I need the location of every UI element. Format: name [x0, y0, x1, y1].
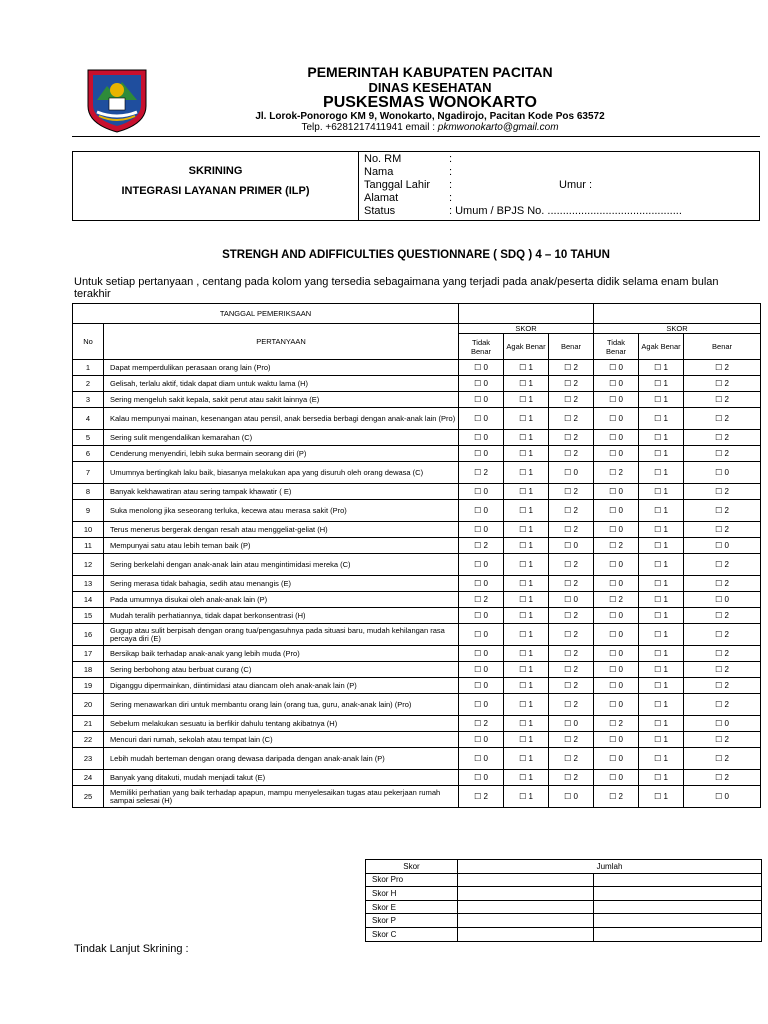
sdq-table: [72, 303, 761, 808]
question-row: [73, 732, 761, 748]
question-text: Mempunyai satu atau lebih teman baik (P): [104, 538, 459, 554]
checkbox-benar-1[interactable]: ☐ 2: [549, 376, 594, 392]
identity-box: [72, 151, 760, 221]
question-number: 8: [73, 484, 104, 500]
question-row: [73, 360, 761, 376]
question-number: 10: [73, 522, 104, 538]
checkbox-agak-benar-1[interactable]: ☐ 1: [504, 786, 549, 808]
checkbox-benar-2[interactable]: ☐ 2: [684, 748, 761, 770]
checkbox-benar-1[interactable]: ☐ 2: [549, 576, 594, 592]
question-row: [73, 592, 761, 608]
checkbox-tidak-benar-1[interactable]: ☐ 2: [459, 716, 504, 732]
field-value-no-rm[interactable]: :: [449, 153, 453, 165]
checkbox-agak-benar-2[interactable]: ☐ 1: [639, 646, 684, 662]
checkbox-benar-2[interactable]: ☐ 2: [684, 694, 761, 716]
checkbox-benar-2[interactable]: ☐ 0: [684, 538, 761, 554]
question-text: Mudah teralih perhatiannya, tidak dapat berkonsentrasi (H): [104, 608, 459, 624]
checkbox-benar-1[interactable]: ☐ 2: [549, 554, 594, 576]
checkbox-benar-1[interactable]: ☐ 2: [549, 408, 594, 430]
checkbox-agak-benar-2[interactable]: ☐ 1: [639, 748, 684, 770]
score-row-label: Skor Pro: [366, 873, 458, 887]
checkbox-agak-benar-2[interactable]: ☐ 1: [639, 608, 684, 624]
checkbox-agak-benar-1[interactable]: ☐ 1: [504, 662, 549, 678]
screening-subtitle: INTEGRASI LAYANAN PRIMER (ILP): [121, 185, 310, 197]
question-text: Lebih mudah berteman dengan orang dewasa daripada dengan anak-anak lain (P): [104, 748, 459, 770]
checkbox-benar-1[interactable]: ☐ 2: [549, 522, 594, 538]
question-row: [73, 576, 761, 592]
checkbox-benar-2[interactable]: ☐ 2: [684, 646, 761, 662]
score-table: [365, 859, 762, 942]
question-row: [73, 462, 761, 484]
col-benar-1: Benar: [549, 334, 594, 360]
question-text: Memiliki perhatian yang baik terhadap apapun, mampu menyelesaikan tugas atau pekerjaan rumah sampai selesai (H): [104, 786, 459, 808]
checkbox-agak-benar-1[interactable]: ☐ 1: [504, 678, 549, 694]
checkbox-tidak-benar-2[interactable]: ☐ 0: [594, 360, 639, 376]
field-value-alamat[interactable]: :: [449, 192, 453, 204]
checkbox-agak-benar-1[interactable]: ☐ 1: [504, 576, 549, 592]
checkbox-tidak-benar-2[interactable]: ☐ 0: [594, 748, 639, 770]
checkbox-tidak-benar-1[interactable]: ☐ 0: [459, 770, 504, 786]
skor-header-2: SKOR: [594, 324, 761, 334]
checkbox-agak-benar-2[interactable]: ☐ 1: [639, 732, 684, 748]
question-row: [73, 538, 761, 554]
checkbox-tidak-benar-1[interactable]: ☐ 2: [459, 786, 504, 808]
question-row: [73, 608, 761, 624]
checkbox-agak-benar-2[interactable]: ☐ 1: [639, 786, 684, 808]
checkbox-agak-benar-2[interactable]: ☐ 1: [639, 592, 684, 608]
checkbox-tidak-benar-2[interactable]: ☐ 0: [594, 522, 639, 538]
score-col-skor: Skor: [366, 860, 458, 874]
checkbox-benar-2[interactable]: ☐ 2: [684, 624, 761, 646]
question-text: Sering menawarkan diri untuk membantu orang lain (orang tua, guru, anak-anak lain) (Pro): [104, 694, 459, 716]
checkbox-agak-benar-2[interactable]: ☐ 1: [639, 538, 684, 554]
header-phone: Telp. +6281217411941 email :: [301, 122, 438, 133]
question-number: 12: [73, 554, 104, 576]
question-number: 17: [73, 646, 104, 662]
question-row: [73, 484, 761, 500]
score-row-label: Skor C: [366, 927, 458, 941]
tanggal-pemeriksaan-header: TANGGAL PEMERIKSAAN: [73, 304, 459, 324]
question-number: 16: [73, 624, 104, 646]
question-text: Umumnya bertingkah laku baik, biasanya melakukan apa yang disuruh oleh orang dewasa (C): [104, 462, 459, 484]
header-department: DINAS KESEHATAN: [368, 80, 492, 95]
question-text: Banyak yang ditakuti, mudah menjadi takut (E): [104, 770, 459, 786]
score-row: [366, 927, 762, 941]
checkbox-benar-1[interactable]: ☐ 2: [549, 694, 594, 716]
question-text: Gelisah, terlalu aktif, tidak dapat diam untuk waktu lama (H): [104, 376, 459, 392]
checkbox-agak-benar-1[interactable]: ☐ 1: [504, 538, 549, 554]
question-text: Sering berbohong atau berbuat curang (C): [104, 662, 459, 678]
question-number: 25: [73, 786, 104, 808]
checkbox-benar-2[interactable]: ☐ 0: [684, 462, 761, 484]
checkbox-tidak-benar-1[interactable]: ☐ 0: [459, 522, 504, 538]
score-row: [366, 914, 762, 928]
checkbox-tidak-benar-1[interactable]: ☐ 0: [459, 376, 504, 392]
header-organization: PUSKESMAS WONOKARTO: [323, 94, 537, 111]
checkbox-tidak-benar-2[interactable]: ☐ 0: [594, 624, 639, 646]
checkbox-agak-benar-2[interactable]: ☐ 1: [639, 770, 684, 786]
question-row: [73, 408, 761, 430]
question-row: [73, 662, 761, 678]
score-row-label: Skor E: [366, 900, 458, 914]
checkbox-tidak-benar-2[interactable]: ☐ 0: [594, 608, 639, 624]
field-label-no-rm: No. RM: [364, 153, 402, 165]
checkbox-tidak-benar-1[interactable]: ☐ 0: [459, 554, 504, 576]
question-number: 23: [73, 748, 104, 770]
screening-title-cell: [73, 152, 359, 220]
checkbox-agak-benar-2[interactable]: ☐ 1: [639, 678, 684, 694]
checkbox-tidak-benar-1[interactable]: ☐ 0: [459, 624, 504, 646]
question-number: 6: [73, 446, 104, 462]
col-agak-benar-2: Agak Benar: [639, 334, 684, 360]
question-row: [73, 500, 761, 522]
question-text: Kalau mempunyai mainan, kesenangan atau pensil, anak bersedia berbagi dengan anak-anak lain (Pro): [104, 408, 459, 430]
checkbox-agak-benar-2[interactable]: ☐ 1: [639, 376, 684, 392]
checkbox-benar-1[interactable]: ☐ 2: [549, 608, 594, 624]
checkbox-agak-benar-1[interactable]: ☐ 1: [504, 360, 549, 376]
score-row-label: Skor H: [366, 887, 458, 901]
question-number: 21: [73, 716, 104, 732]
checkbox-agak-benar-2[interactable]: ☐ 1: [639, 360, 684, 376]
checkbox-agak-benar-2[interactable]: ☐ 1: [639, 500, 684, 522]
question-row: [73, 376, 761, 392]
field-value-nama[interactable]: :: [449, 166, 453, 178]
checkbox-agak-benar-1[interactable]: ☐ 1: [504, 446, 549, 462]
question-text: Sebelum melakukan sesuatu ia berfikir dahulu tentang akibatnya (H): [104, 716, 459, 732]
checkbox-tidak-benar-2[interactable]: ☐ 2: [594, 462, 639, 484]
checkbox-tidak-benar-2[interactable]: ☐ 0: [594, 662, 639, 678]
checkbox-tidak-benar-1[interactable]: ☐ 0: [459, 484, 504, 500]
checkbox-benar-1[interactable]: ☐ 2: [549, 500, 594, 522]
checkbox-agak-benar-1[interactable]: ☐ 1: [504, 624, 549, 646]
tindak-lanjut-label: Tindak Lanjut Skrining :: [74, 943, 189, 955]
checkbox-benar-1[interactable]: ☐ 2: [549, 662, 594, 678]
checkbox-tidak-benar-1[interactable]: ☐ 0: [459, 646, 504, 662]
checkbox-agak-benar-2[interactable]: ☐ 1: [639, 446, 684, 462]
question-row: [73, 392, 761, 408]
checkbox-tidak-benar-1[interactable]: ☐ 0: [459, 392, 504, 408]
skor-header-1: SKOR: [459, 324, 594, 334]
question-number: 5: [73, 430, 104, 446]
field-label-status: Status: [364, 205, 396, 217]
checkbox-tidak-benar-2[interactable]: ☐ 0: [594, 732, 639, 748]
checkbox-tidak-benar-2[interactable]: ☐ 0: [594, 694, 639, 716]
question-number: 7: [73, 462, 104, 484]
col-tidak-benar-2: Tidak Benar: [594, 334, 639, 360]
checkbox-benar-2[interactable]: ☐ 0: [684, 592, 761, 608]
checkbox-benar-2[interactable]: ☐ 2: [684, 554, 761, 576]
checkbox-benar-1[interactable]: ☐ 2: [549, 732, 594, 748]
checkbox-benar-1[interactable]: ☐ 2: [549, 624, 594, 646]
header-contact: [200, 122, 660, 133]
checkbox-agak-benar-2[interactable]: ☐ 1: [639, 484, 684, 500]
screening-title: SKRINING: [188, 165, 243, 177]
field-label-alamat: Alamat: [364, 192, 399, 204]
checkbox-tidak-benar-2[interactable]: ☐ 0: [594, 484, 639, 500]
checkbox-agak-benar-1[interactable]: ☐ 1: [504, 646, 549, 662]
question-number: 4: [73, 408, 104, 430]
checkbox-agak-benar-1[interactable]: ☐ 1: [504, 554, 549, 576]
checkbox-benar-2[interactable]: ☐ 0: [684, 786, 761, 808]
question-text: Sering berkelahi dengan anak-anak lain atau mengintimidasi mereka (C): [104, 554, 459, 576]
checkbox-agak-benar-2[interactable]: ☐ 1: [639, 716, 684, 732]
checkbox-tidak-benar-1[interactable]: ☐ 0: [459, 608, 504, 624]
question-text: Mencuri dari rumah, sekolah atau tempat lain (C): [104, 732, 459, 748]
question-number: 9: [73, 500, 104, 522]
checkbox-agak-benar-1[interactable]: ☐ 1: [504, 430, 549, 446]
checkbox-tidak-benar-2[interactable]: ☐ 0: [594, 392, 639, 408]
checkbox-tidak-benar-2[interactable]: ☐ 2: [594, 592, 639, 608]
checkbox-tidak-benar-2[interactable]: ☐ 0: [594, 408, 639, 430]
checkbox-agak-benar-2[interactable]: ☐ 1: [639, 624, 684, 646]
checkbox-tidak-benar-1[interactable]: ☐ 2: [459, 538, 504, 554]
question-row: [73, 770, 761, 786]
checkbox-tidak-benar-1[interactable]: ☐ 0: [459, 500, 504, 522]
question-number: 15: [73, 608, 104, 624]
score-row: [366, 900, 762, 914]
checkbox-agak-benar-1[interactable]: ☐ 1: [504, 592, 549, 608]
question-text: Sering mengeluh sakit kepala, sakit perut atau sakit lainnya (E): [104, 392, 459, 408]
checkbox-tidak-benar-1[interactable]: ☐ 0: [459, 360, 504, 376]
question-number: 2: [73, 376, 104, 392]
checkbox-benar-2[interactable]: ☐ 2: [684, 430, 761, 446]
checkbox-benar-1[interactable]: ☐ 0: [549, 538, 594, 554]
checkbox-tidak-benar-2[interactable]: ☐ 0: [594, 554, 639, 576]
checkbox-agak-benar-2[interactable]: ☐ 1: [639, 408, 684, 430]
checkbox-benar-2[interactable]: ☐ 2: [684, 678, 761, 694]
checkbox-tidak-benar-2[interactable]: ☐ 0: [594, 500, 639, 522]
score-col-jumlah: Jumlah: [458, 860, 762, 874]
checkbox-benar-2[interactable]: ☐ 2: [684, 576, 761, 592]
checkbox-tidak-benar-1[interactable]: ☐ 0: [459, 430, 504, 446]
question-text: Sering sulit mengendalikan kemarahan (C): [104, 430, 459, 446]
question-row: [73, 646, 761, 662]
checkbox-benar-1[interactable]: ☐ 0: [549, 716, 594, 732]
checkbox-benar-1[interactable]: ☐ 2: [549, 392, 594, 408]
checkbox-benar-2[interactable]: ☐ 2: [684, 770, 761, 786]
checkbox-agak-benar-2[interactable]: ☐ 1: [639, 694, 684, 716]
question-number: 19: [73, 678, 104, 694]
header-government: PEMERINTAH KABUPATEN PACITAN: [307, 64, 553, 80]
checkbox-benar-2[interactable]: ☐ 2: [684, 446, 761, 462]
checkbox-agak-benar-2[interactable]: ☐ 1: [639, 662, 684, 678]
checkbox-benar-2[interactable]: ☐ 2: [684, 484, 761, 500]
question-row: [73, 748, 761, 770]
score-value-1[interactable]: [458, 914, 594, 928]
checkbox-benar-1[interactable]: ☐ 2: [549, 484, 594, 500]
question-row: [73, 554, 761, 576]
score-value-1[interactable]: [458, 927, 594, 941]
question-number: 14: [73, 592, 104, 608]
checkbox-agak-benar-1[interactable]: ☐ 1: [504, 694, 549, 716]
checkbox-benar-1[interactable]: ☐ 2: [549, 446, 594, 462]
question-text: Suka menolong jika seseorang terluka, kecewa atau merasa sakit (Pro): [104, 500, 459, 522]
checkbox-tidak-benar-2[interactable]: ☐ 0: [594, 646, 639, 662]
checkbox-agak-benar-2[interactable]: ☐ 1: [639, 576, 684, 592]
checkbox-tidak-benar-2[interactable]: ☐ 0: [594, 770, 639, 786]
checkbox-agak-benar-1[interactable]: ☐ 1: [504, 732, 549, 748]
checkbox-benar-2[interactable]: ☐ 2: [684, 662, 761, 678]
field-label-tanggal-lahir: Tanggal Lahir: [364, 179, 431, 191]
checkbox-tidak-benar-1[interactable]: ☐ 0: [459, 662, 504, 678]
checkbox-agak-benar-1[interactable]: ☐ 1: [504, 500, 549, 522]
checkbox-agak-benar-2[interactable]: ☐ 1: [639, 554, 684, 576]
question-text: Pada umumnya disukai oleh anak-anak lain (P): [104, 592, 459, 608]
kabupaten-pacitan-emblem: [82, 66, 152, 134]
question-number: 18: [73, 662, 104, 678]
score-value-1[interactable]: [458, 900, 594, 914]
question-number: 24: [73, 770, 104, 786]
question-row: [73, 678, 761, 694]
field-label-nama: Nama: [364, 166, 394, 178]
question-text: Cenderung menyendiri, lebih suka bermain seorang diri (P): [104, 446, 459, 462]
checkbox-benar-2[interactable]: ☐ 0: [684, 716, 761, 732]
checkbox-tidak-benar-1[interactable]: ☐ 0: [459, 408, 504, 430]
header-address: Jl. Lorok-Ponorogo KM 9, Wonokarto, Ngadirojo, Pacitan Kode Pos 63572: [255, 111, 605, 122]
question-row: [73, 430, 761, 446]
checkbox-tidak-benar-2[interactable]: ☐ 0: [594, 446, 639, 462]
checkbox-tidak-benar-1[interactable]: ☐ 0: [459, 576, 504, 592]
checkbox-agak-benar-1[interactable]: ☐ 1: [504, 462, 549, 484]
checkbox-tidak-benar-1[interactable]: ☐ 0: [459, 694, 504, 716]
checkbox-benar-1[interactable]: ☐ 0: [549, 786, 594, 808]
question-row: [73, 716, 761, 732]
col-agak-benar-1: Agak Benar: [504, 334, 549, 360]
checkbox-agak-benar-1[interactable]: ☐ 1: [504, 484, 549, 500]
checkbox-agak-benar-2[interactable]: ☐ 1: [639, 522, 684, 538]
question-number: 1: [73, 360, 104, 376]
question-text: Dapat memperdulikan perasaan orang lain (Pro): [104, 360, 459, 376]
tanggal-pemeriksaan-1[interactable]: [459, 304, 594, 324]
checkbox-benar-2[interactable]: ☐ 2: [684, 408, 761, 430]
question-text: Diganggu dipermainkan, diintimidasi atau diancam oleh anak-anak lain (P): [104, 678, 459, 694]
pertanyaan-header: PERTANYAAN: [104, 324, 459, 360]
checkbox-agak-benar-1[interactable]: ☐ 1: [504, 408, 549, 430]
question-row: [73, 522, 761, 538]
score-row: [366, 887, 762, 901]
checkbox-agak-benar-2[interactable]: ☐ 1: [639, 430, 684, 446]
checkbox-tidak-benar-2[interactable]: ☐ 0: [594, 376, 639, 392]
question-row: [73, 446, 761, 462]
score-value-1[interactable]: [458, 887, 594, 901]
score-value-2[interactable]: [594, 900, 762, 914]
score-value-1[interactable]: [458, 873, 594, 887]
question-text: Banyak kekhawatiran atau sering tampak khawatir ( E): [104, 484, 459, 500]
question-row: [73, 694, 761, 716]
checkbox-agak-benar-1[interactable]: ☐ 1: [504, 608, 549, 624]
checkbox-agak-benar-1[interactable]: ☐ 1: [504, 770, 549, 786]
checkbox-benar-1[interactable]: ☐ 2: [549, 430, 594, 446]
checkbox-benar-1[interactable]: ☐ 2: [549, 360, 594, 376]
checkbox-benar-2[interactable]: ☐ 2: [684, 376, 761, 392]
checkbox-agak-benar-1[interactable]: ☐ 1: [504, 392, 549, 408]
question-text: Gugup atau sulit berpisah dengan orang tua/pengasuhnya pada situasi baru, mudah kehilangan rasa percaya diri (E): [104, 624, 459, 646]
checkbox-agak-benar-1[interactable]: ☐ 1: [504, 522, 549, 538]
checkbox-tidak-benar-2[interactable]: ☐ 2: [594, 716, 639, 732]
question-row: [73, 786, 761, 808]
score-value-2[interactable]: [594, 873, 762, 887]
score-row-label: Skor P: [366, 914, 458, 928]
checkbox-tidak-benar-2[interactable]: ☐ 2: [594, 538, 639, 554]
checkbox-benar-2[interactable]: ☐ 2: [684, 360, 761, 376]
checkbox-benar-1[interactable]: ☐ 0: [549, 462, 594, 484]
checkbox-tidak-benar-2[interactable]: ☐ 2: [594, 786, 639, 808]
question-number: 13: [73, 576, 104, 592]
checkbox-benar-2[interactable]: ☐ 2: [684, 732, 761, 748]
score-row: [366, 873, 762, 887]
checkbox-tidak-benar-1[interactable]: ☐ 0: [459, 748, 504, 770]
score-value-2[interactable]: [594, 887, 762, 901]
question-text: Terus menerus bergerak dengan resah atau menggeliat-geliat (H): [104, 522, 459, 538]
question-number: 20: [73, 694, 104, 716]
col-benar-2: Benar: [684, 334, 761, 360]
question-text: Bersikap baik terhadap anak-anak yang lebih muda (Pro): [104, 646, 459, 662]
checkbox-benar-2[interactable]: ☐ 2: [684, 392, 761, 408]
question-text: Sering merasa tidak bahagia, sedih atau menangis (E): [104, 576, 459, 592]
question-row: [73, 624, 761, 646]
score-value-2[interactable]: [594, 927, 762, 941]
question-number: 11: [73, 538, 104, 554]
checkbox-benar-2[interactable]: ☐ 2: [684, 522, 761, 538]
question-number: 3: [73, 392, 104, 408]
checkbox-tidak-benar-1[interactable]: ☐ 2: [459, 592, 504, 608]
checkbox-agak-benar-1[interactable]: ☐ 1: [504, 748, 549, 770]
score-value-2[interactable]: [594, 914, 762, 928]
checkbox-tidak-benar-2[interactable]: ☐ 0: [594, 430, 639, 446]
checkbox-benar-1[interactable]: ☐ 2: [549, 646, 594, 662]
checkbox-agak-benar-2[interactable]: ☐ 1: [639, 462, 684, 484]
field-value-status[interactable]: : Umum / BPJS No. ............................................: [449, 205, 682, 217]
checkbox-agak-benar-1[interactable]: ☐ 1: [504, 716, 549, 732]
no-header: No: [73, 324, 104, 360]
col-tidak-benar-1: Tidak Benar: [459, 334, 504, 360]
checkbox-benar-1[interactable]: ☐ 2: [549, 748, 594, 770]
checkbox-tidak-benar-2[interactable]: ☐ 0: [594, 678, 639, 694]
checkbox-tidak-benar-1[interactable]: ☐ 0: [459, 446, 504, 462]
checkbox-tidak-benar-1[interactable]: ☐ 0: [459, 732, 504, 748]
checkbox-tidak-benar-1[interactable]: ☐ 0: [459, 678, 504, 694]
header-divider: [72, 136, 760, 137]
checkbox-tidak-benar-2[interactable]: ☐ 0: [594, 576, 639, 592]
questionnaire-intro: Untuk setiap pertanyaan , centang pada kolom yang tersedia sebagaimana yang terjadi pada anak/peserta didik selama enam bulan terakhir: [74, 276, 719, 300]
header-email: pkmwonokarto@gmail.com: [437, 122, 559, 133]
checkbox-tidak-benar-1[interactable]: ☐ 2: [459, 462, 504, 484]
field-value-tanggal-lahir[interactable]: : Umur :: [449, 179, 593, 191]
checkbox-benar-1[interactable]: ☐ 2: [549, 770, 594, 786]
tanggal-pemeriksaan-2[interactable]: [594, 304, 761, 324]
question-number: 22: [73, 732, 104, 748]
checkbox-benar-1[interactable]: ☐ 2: [549, 678, 594, 694]
checkbox-benar-2[interactable]: ☐ 2: [684, 500, 761, 522]
checkbox-agak-benar-1[interactable]: ☐ 1: [504, 376, 549, 392]
questionnaire-title: STRENGH AND ADIFFICULTIES QUESTIONNARE ( SDQ ) 4 – 10 TAHUN: [222, 249, 610, 261]
checkbox-benar-1[interactable]: ☐ 0: [549, 592, 594, 608]
checkbox-benar-2[interactable]: ☐ 2: [684, 608, 761, 624]
checkbox-agak-benar-2[interactable]: ☐ 1: [639, 392, 684, 408]
